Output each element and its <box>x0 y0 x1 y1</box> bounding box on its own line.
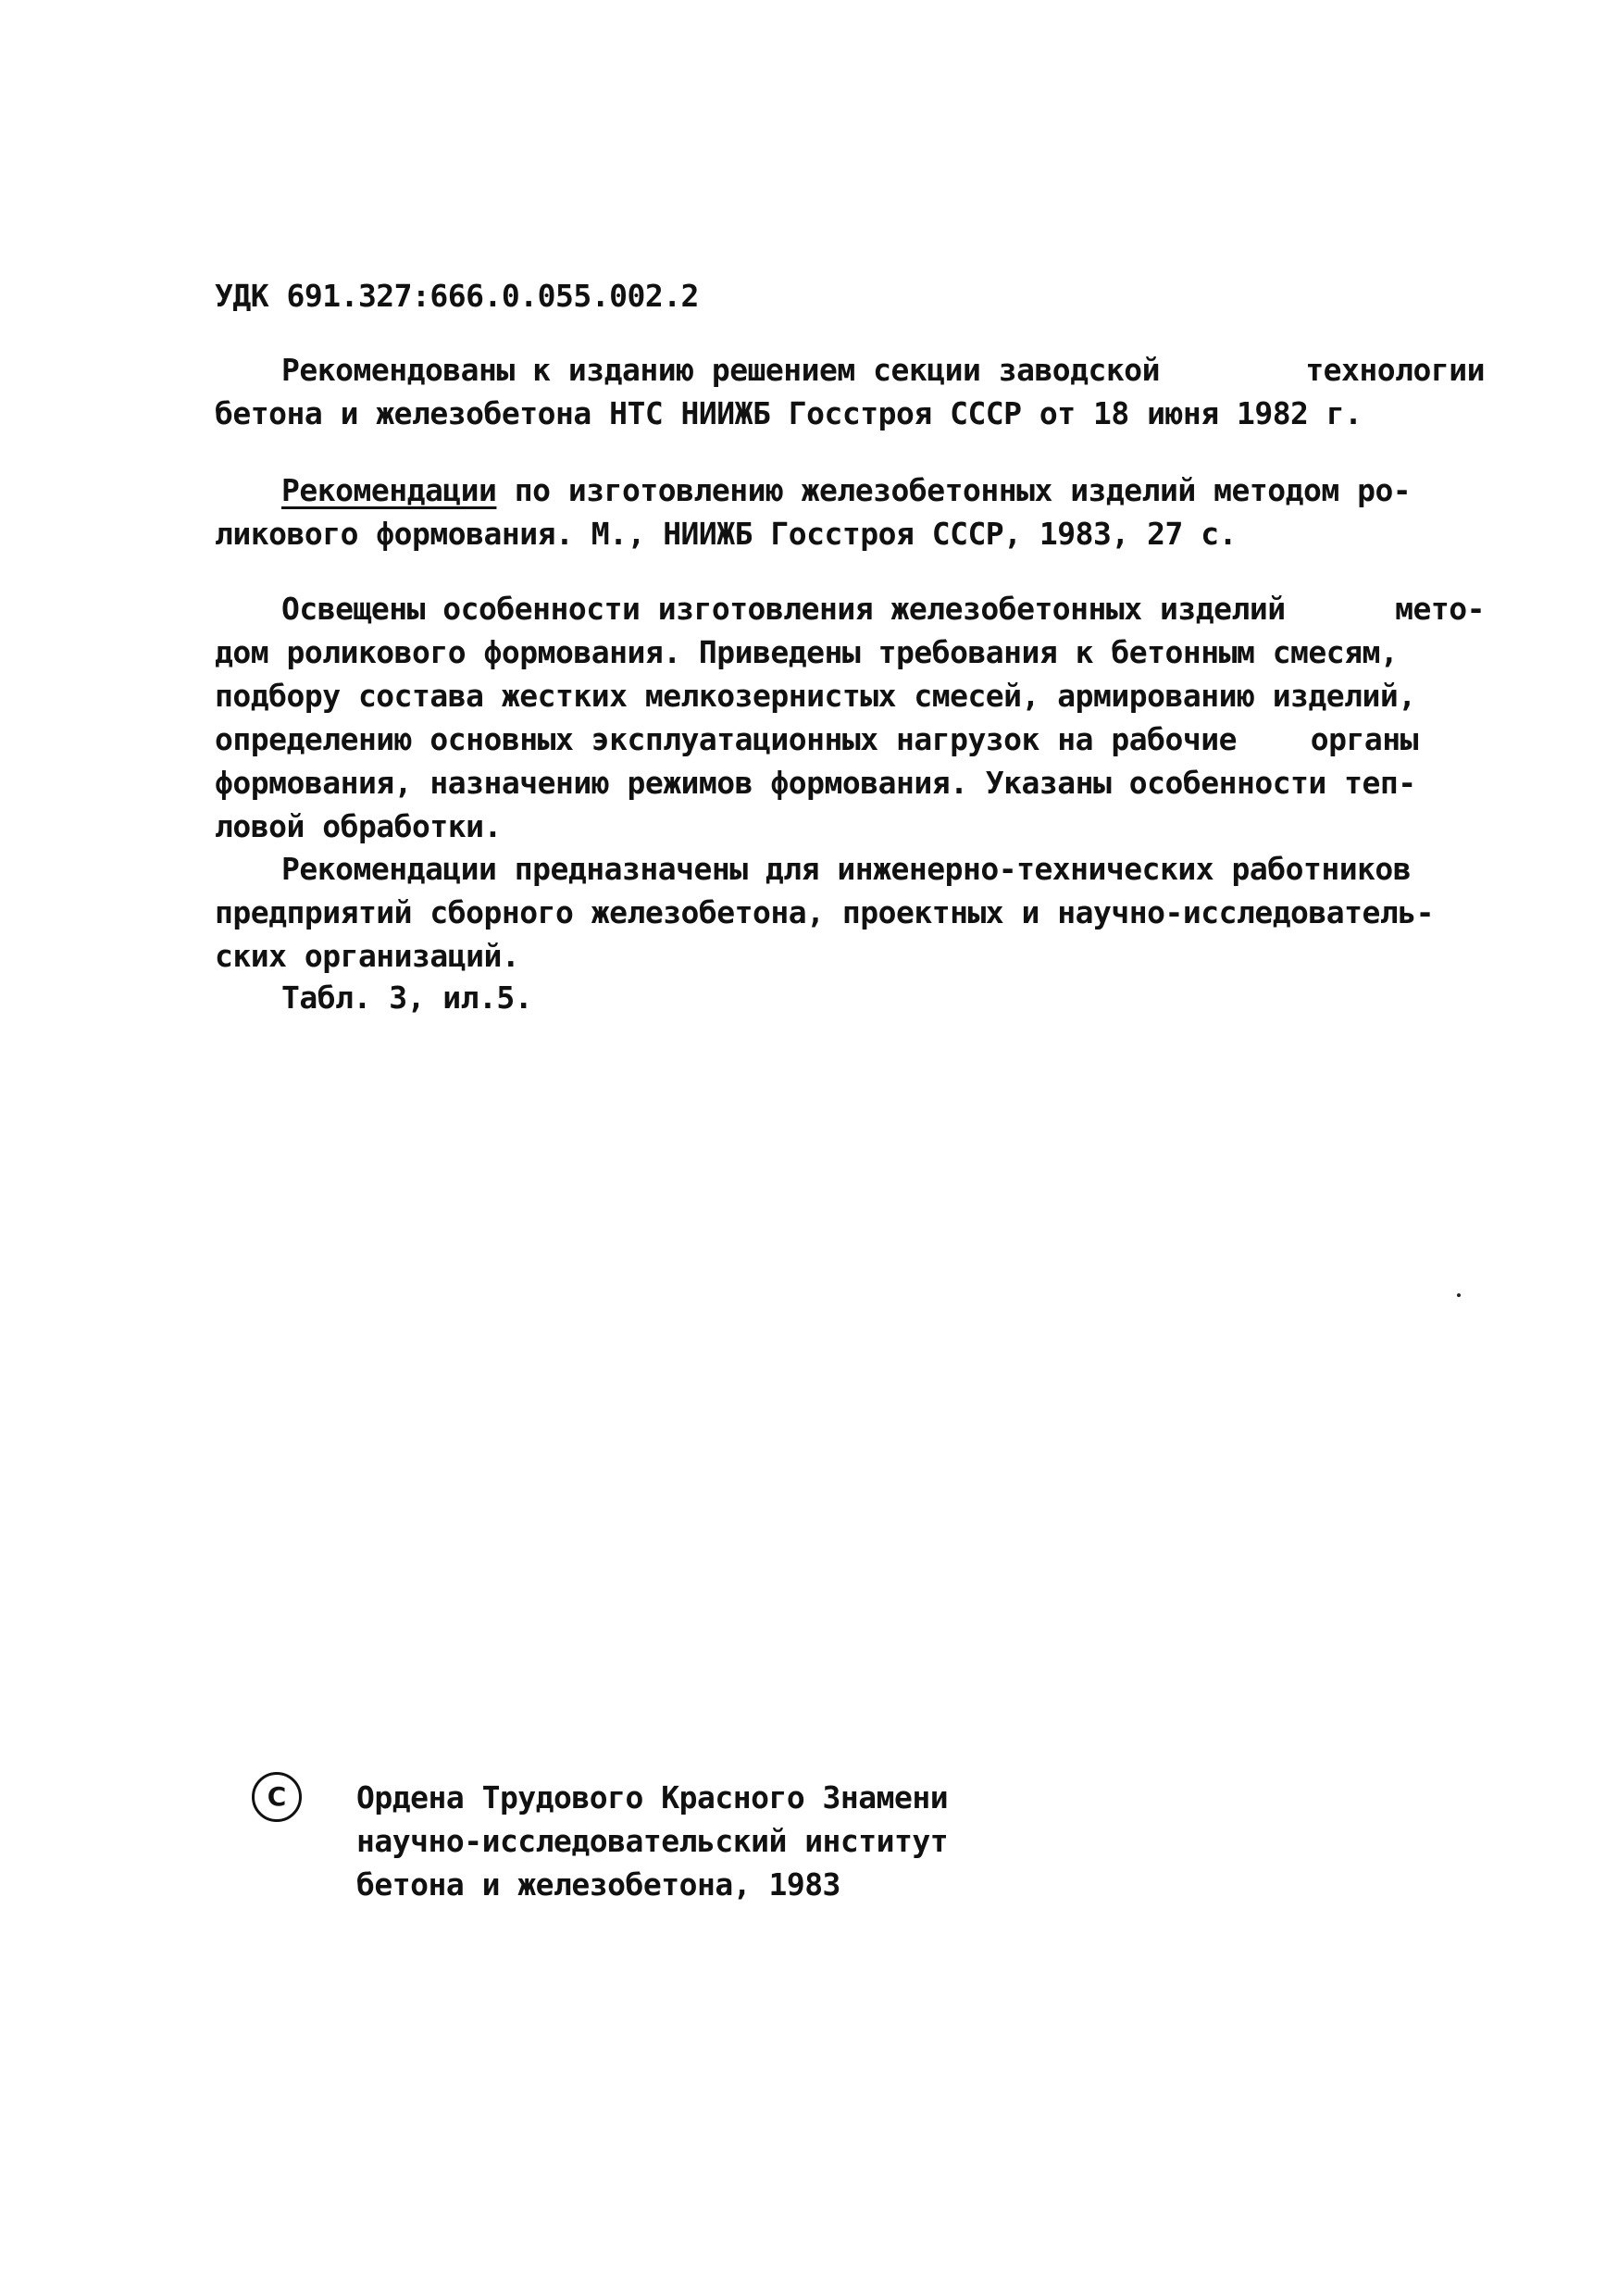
approval-line-2: бетона и железобетона НТС НИИЖБ Госстроя СССР от 18 июня 1982 г. <box>215 395 1363 431</box>
abstract-line-2: дом роликового формования. Приведены требования к бетонным смесям, <box>215 634 1399 670</box>
udc-code <box>215 274 1418 318</box>
publisher-line-3: бетона и железобетона, 1983 <box>356 1866 840 1903</box>
approval-line-1 <box>215 348 1485 392</box>
audience-line-2: предприятий сборного железобетона, проектных и научно-исследователь- <box>215 894 1435 930</box>
abstract-line-4-left: определению основных эксплуатационных нагрузок на рабочие <box>215 721 1237 757</box>
abstract-line-5: формования, назначению режимов формования. Указаны особенности теп- <box>215 765 1416 801</box>
udc-line: УДК 691.327:666.0.055.002.2 <box>215 278 699 314</box>
tables-note <box>215 976 1418 1019</box>
abstract-line-1-right: мето- <box>1395 591 1485 627</box>
approval-line-1-left: Рекомендованы к изданию решением секции заводской <box>281 352 1161 388</box>
abstract-line-4 <box>215 718 1418 761</box>
publisher-block <box>356 1776 948 1906</box>
abstract-line-3: подбору состава жестких мелкозернистых смесей, армированию изделий, <box>215 678 1416 714</box>
approval-line-1-right: технологии <box>1305 352 1485 388</box>
abstract-line-4-right: органы <box>1310 721 1418 757</box>
audience-line-1: Рекомендации предназначены для инженерно-технических работников <box>281 851 1412 887</box>
tables-note-line: Табл. 3, ил.5. <box>281 980 533 1016</box>
citation-line-1-rest: по изготовлению железобетонных изделий методом ро- <box>496 472 1412 508</box>
abstract-line-6: ловой обработки. <box>215 808 502 844</box>
audience-paragraph <box>215 847 1435 978</box>
citation-line-1 <box>215 468 1418 512</box>
copyright-icon: C <box>252 1772 302 1822</box>
scan-speck <box>1457 1293 1461 1297</box>
publisher-line-1: Ордена Трудового Красного Знамени <box>356 1779 949 1816</box>
citation-title-word: Рекомендации <box>281 472 497 508</box>
audience-line-3: ских организаций. <box>215 938 520 974</box>
abstract-line-1-left: Освещены особенности изготовления железобетонных изделий <box>281 591 1286 627</box>
approval-paragraph <box>215 348 1485 435</box>
publisher-line-2: научно-исследовательский институт <box>356 1823 949 1859</box>
abstract-line-1 <box>215 587 1485 630</box>
abstract-paragraph <box>215 587 1485 848</box>
citation-line-2: ликового формования. М., НИИЖБ Госстроя СССР, 1983, 27 с. <box>215 516 1237 552</box>
citation-paragraph <box>215 468 1418 555</box>
